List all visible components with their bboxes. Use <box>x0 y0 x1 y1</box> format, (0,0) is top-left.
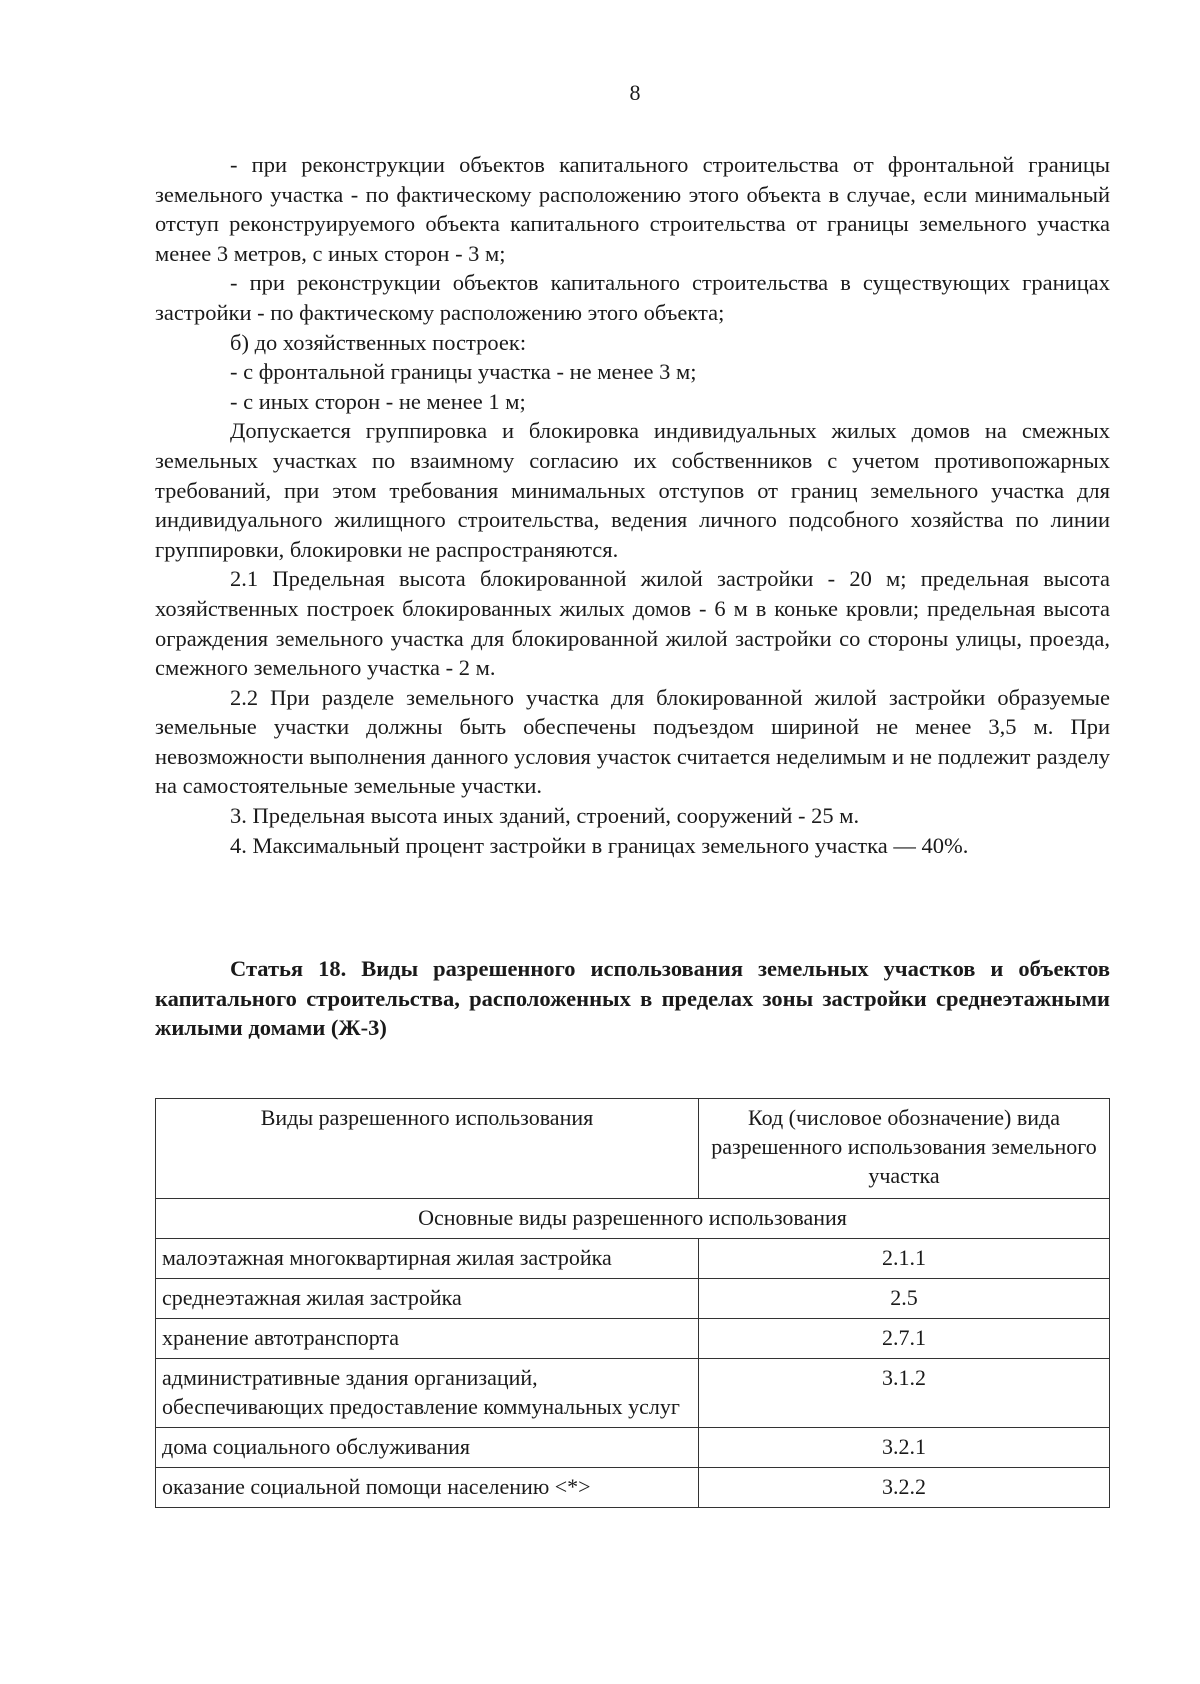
code-cell: 2.1.1 <box>699 1239 1110 1279</box>
code-cell: 3.2.2 <box>699 1468 1110 1508</box>
article-heading: Статья 18. Виды разрешенного использования земельных участков и объектов капитального строительства, расположенных в пределах зоны застройки среднеэтажными жилыми домами (Ж-3) <box>155 956 1110 1041</box>
paragraph-2-1: 2.1 Предельная высота блокированной жилой застройки - 20 м; предельная высота хозяйственных построек блокированных жилых домов - 6 м в коньке кровли; предельная высота ограждения земельного участка для блокированной жилой застройки со стороны улицы, проезда, смежного земельного участка - 2 м. <box>155 566 1110 681</box>
table-section-row <box>156 1199 1110 1239</box>
paragraph-2-2: 2.2 При разделе земельного участка для блокированной жилой застройки образуемые земельные участки должны быть обеспечены подъездом шириной не менее 3,5 м. При невозможности выполнения данного условия участок считается неделимым и не подлежит разделу на самостоятельные земельные участки. <box>155 684 1110 799</box>
table-row <box>156 1468 1110 1508</box>
use-cell: среднеэтажная жилая застройка <box>156 1279 699 1319</box>
use-cell: хранение автотранспорта <box>156 1319 699 1359</box>
table-header-row <box>156 1099 1110 1199</box>
page-number: 8 <box>629 80 641 105</box>
use-cell: оказание социальной помощи населению <*> <box>156 1468 699 1508</box>
paragraph-4: 4. Максимальный процент застройки в границах земельного участка — 40%. <box>230 832 969 858</box>
code-cell: 3.1.2 <box>699 1359 1110 1428</box>
table-row <box>156 1279 1110 1319</box>
table-row <box>156 1239 1110 1279</box>
paragraph-outbuildings: б) до хозяйственных построек: <box>230 329 527 355</box>
body-text <box>155 150 1110 860</box>
use-cell: малоэтажная многоквартирная жилая застройка <box>156 1239 699 1279</box>
code-cell: 2.7.1 <box>699 1319 1110 1359</box>
code-cell: 3.2.1 <box>699 1428 1110 1468</box>
header-cell-uses: Виды разрешенного использования <box>156 1099 699 1199</box>
paragraph-reconstruction-existing: - при реконструкции объектов капитального строительства в существующих границах застройки - по фактическому расположению этого объекта; <box>155 270 1110 325</box>
table-row <box>156 1428 1110 1468</box>
paragraph-3: 3. Предельная высота иных зданий, строений, сооружений - 25 м. <box>230 803 860 829</box>
paragraph-frontal-boundary: - с фронтальной границы участка - не менее 3 м; <box>230 359 697 385</box>
section-title-cell: Основные виды разрешенного использования <box>156 1199 1110 1239</box>
paragraph-grouping-blocking: Допускается группировка и блокировка индивидуальных жилых домов на смежных земельных участках по взаимному согласию их собственников с учетом противопожарных требований, при этом требования минимальных отступов от границ земельного участка для индивидуального жилищного строительства, ведения личного подсобного хозяйства по линии группировки, блокировки не распространяются. <box>155 418 1110 562</box>
table-row <box>156 1359 1110 1428</box>
use-cell: дома социального обслуживания <box>156 1428 699 1468</box>
paragraph-other-sides: - с иных сторон - не менее 1 м; <box>230 388 526 414</box>
header-cell-code: Код (числовое обозначение) вида разрешенного использования земельного участка <box>699 1099 1110 1199</box>
table-row <box>156 1319 1110 1359</box>
code-cell: 2.5 <box>699 1279 1110 1319</box>
paragraph-reconstruction-frontal: - при реконструкции объектов капитального строительства от фронтальной границы земельного участка - по фактическому расположению этого объекта в случае, если минимальный отступ реконструируемого объекта капитального строительства от границы земельного участка менее 3 метров, с иных сторон - 3 м; <box>155 152 1110 266</box>
permitted-uses-table <box>155 1098 1110 1508</box>
use-cell: административные здания организаций, обеспечивающих предоставление коммунальных услуг <box>156 1359 699 1428</box>
